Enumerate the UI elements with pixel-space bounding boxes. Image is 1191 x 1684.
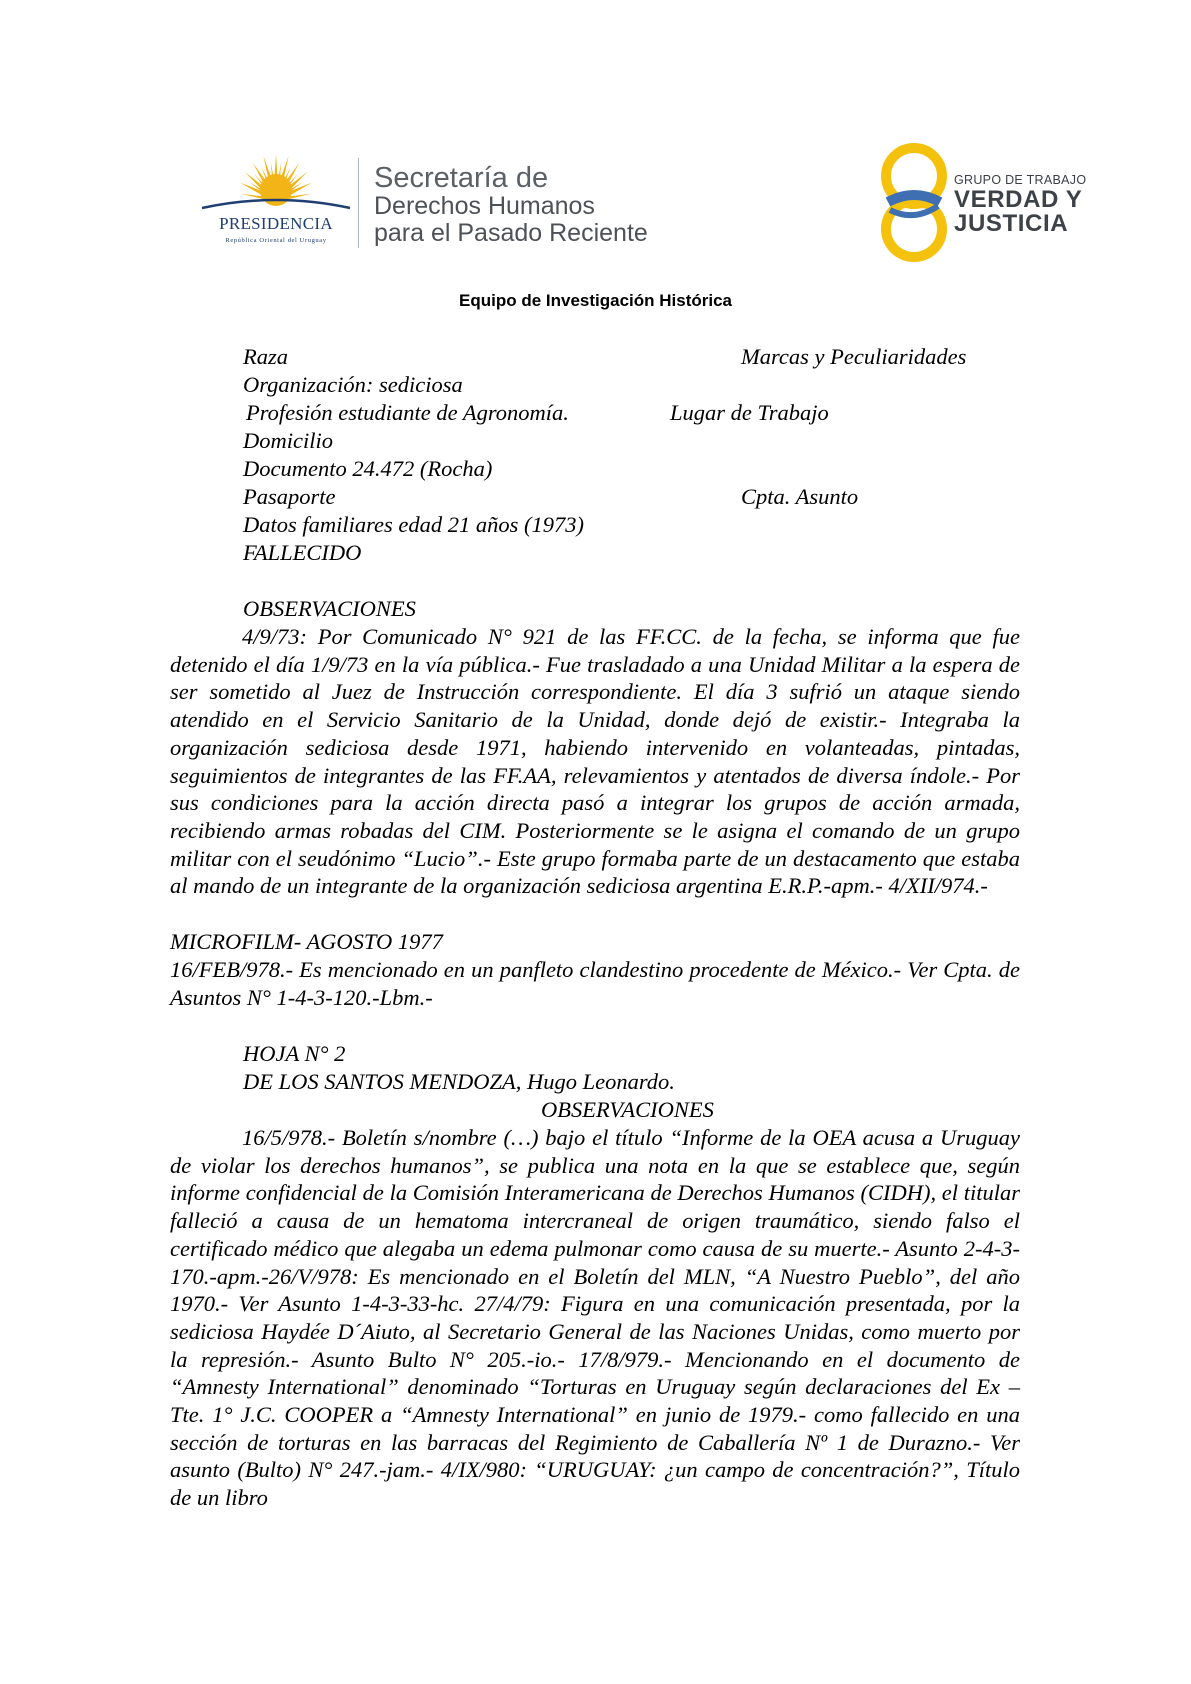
vj-justicia: JUSTICIA: [954, 210, 1069, 237]
field-raza: Raza: [243, 344, 288, 369]
hoja2-entry: [170, 1124, 1020, 1512]
microfilm-label: MICROFILM- AGOSTO 1977: [170, 929, 443, 954]
field-lugar-trabajo: Lugar de Trabajo: [670, 400, 829, 425]
presidencia-subtitle: República Oriental del Uruguay: [225, 237, 327, 244]
observaciones-entry-2: 16/FEB/978.- Es mencionado en un panfleto clandestino procedente de México.- Ver Cpta. de Asuntos N° 1-4-3-120.-Lbm.-: [170, 957, 1020, 1010]
presidencia-logo: [196, 150, 356, 250]
secretaria-logo-text: [374, 163, 648, 247]
hoja-number: HOJA N° 2: [243, 1041, 346, 1066]
field-fallecido: FALLECIDO: [243, 540, 362, 565]
field-cpta-asunto: Cpta. Asunto: [741, 484, 859, 509]
secretaria-line1: Secretaría de: [374, 162, 549, 194]
observaciones-entry-1: [170, 623, 1020, 900]
vj-verdad: VERDAD Y: [954, 186, 1083, 213]
field-organizacion: Organización: sediciosa: [243, 372, 463, 397]
vj-group-label: GRUPO DE TRABAJO: [954, 173, 1087, 187]
team-title: Equipo de Investigación Histórica: [459, 291, 732, 310]
field-pasaporte: Pasaporte: [243, 484, 336, 509]
observaciones-entry-1-text: 4/9/73: Por Comunicado N° 921 de las FF.CC. de la fecha, se informa que fue detenido el día 1/9/73 en la vía pública.- Fue trasladado a una Unidad Militar a la espera de ser sometido al Juez de Instrucción correspondiente. El día 3 sufrió un ataque siendo atendido en el Servicio Sanitario de la Unidad, donde dejó de existir.- Integraba la organización sediciosa desde 1971, habiendo intervenido en volanteadas, pintadas, seguimientos de integrantes de las FF.AA, relevamientos y atentados de diversa índole.- Por sus condiciones para la acción directa pasó a integrar los grupos de acción armada, recibiendo armas robadas del CIM. Posteriormente se le asigna el comando de un grupo militar con el seudónimo “Lucio”.- Este grupo formaba parte de un destacamento que estaba al mando de un integrante de la organización sediciosa argentina E.R.P.-apm.- 4/XII/974.-: [170, 624, 1020, 899]
field-marcas: Marcas y Peculiaridades: [741, 344, 967, 369]
hoja2-observaciones-heading: OBSERVACIONES: [541, 1097, 714, 1122]
header-divider: [358, 158, 359, 248]
person-name: DE LOS SANTOS MENDOZA, Hugo Leonardo.: [243, 1069, 675, 1094]
field-documento: Documento 24.472 (Rocha): [243, 456, 493, 481]
rings-emblem-icon: [878, 140, 950, 265]
field-datos-familiares: Datos familiares edad 21 años (1973): [243, 512, 585, 537]
field-profesion: Profesión estudiante de Agronomía.: [246, 400, 569, 425]
hoja2-entry-text: 16/5/978.- Boletín s/nombre (…) bajo el título “Informe de la OEA acusa a Uruguay de violar los derechos humanos”, se publica una nota en la que se establece que, según informe confidencial de la Comisión Interamericana de Derechos Humanos (CIDH), el titular falleció a causa de un hematoma intercraneal de origen traumático, siendo falso el certificado médico que alegaba un edema pulmonar como causa de su muerte.- Asunto 2-4-3-170.-apm.-26/V/978: Es mencionado en el Boletín del MLN, “A Nuestro Pueblo”, del año 1970.- Ver Asunto 1-4-3-33-hc. 27/4/79: Figura en una comunicación presentada, por la sediciosa Haydée D´Aiuto, al Secretario General de las Naciones Unidas, como muerto por la represión.- Asunto Bulto N° 205.-io.- 17/8/979.- Mencionando en el documento de “Amnesty International” denominado “Torturas en Uruguay según declaraciones del Ex – Tte. 1° J.C. COOPER a “Amnesty International” en junio de 1979.- como fallecido en una sección de torturas en las barracas del Regimiento de Caballería Nº 1 de Durazno.- Ver asunto (Bulto) N° 247.-jam.- 4/IX/980: “URUGUAY: ¿un campo de concentración?”, Título de un libro: [170, 1125, 1020, 1511]
sun-emblem-icon: [196, 150, 356, 218]
verdad-justicia-logo: [878, 140, 1088, 265]
secretaria-line3: para el Pasado Reciente: [374, 219, 648, 247]
observaciones-heading: OBSERVACIONES: [243, 596, 416, 621]
field-domicilio: Domicilio: [243, 428, 333, 453]
secretaria-line2: Derechos Humanos: [374, 192, 595, 220]
presidencia-title: PRESIDENCIA: [219, 214, 333, 233]
